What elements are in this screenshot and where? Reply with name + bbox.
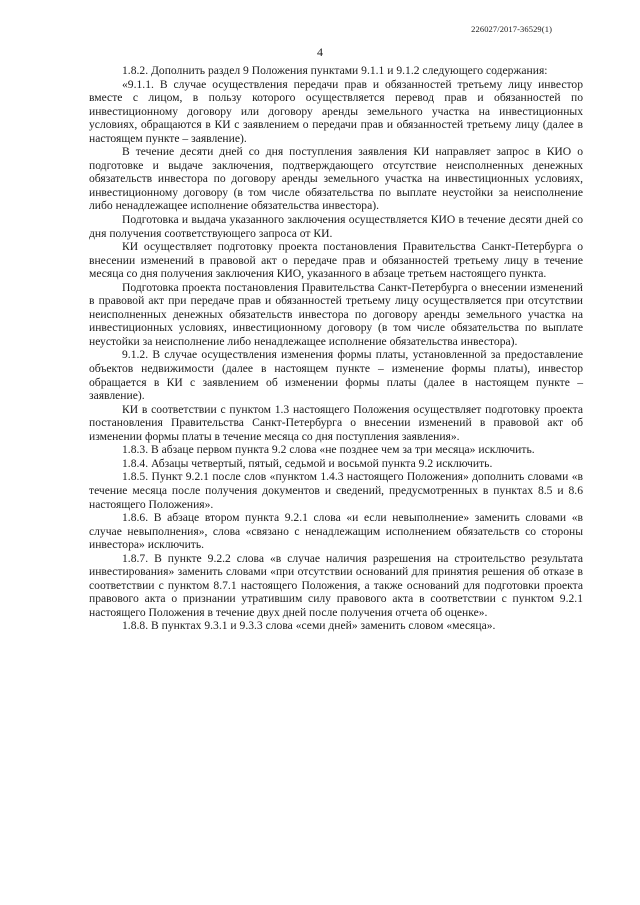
paragraph-1-8-5: 1.8.5. Пункт 9.2.1 после слов «пунктом 1.4.3 настоящего Положения» дополнить словами «в течение месяца после получения документов и сведений, предусмотренных в пунктах 8.5 и 8.6 настоящего Положения». xyxy=(89,470,583,511)
paragraph-ki-payment-form: КИ в соответствии с пунктом 1.3 настоящего Положения осуществляет подготовку проекта постановления Правительства Санкт-Петербурга о внесении изменений в правовой акт об изменении формы платы в течение месяца со дня поступления заявления». xyxy=(89,402,583,443)
document-registration-number: 226027/2017-36529(1) xyxy=(471,24,552,34)
document-body xyxy=(89,64,583,633)
paragraph-conclusion-term: Подготовка и выдача указанного заключения осуществляется КИО в течение десяти дней со дня получения соответствующего запроса от КИ. xyxy=(89,213,583,240)
paragraph-kio-request: В течение десяти дней со дня поступления заявления КИ направляет запрос в КИО о подготовке и выдаче заключения, подтверждающего отсутствие неисполненных денежных обязательств инвестора по договору аренды земельного участка на инвестиционных условиях, инвестиционному договору (в том числе обязательства по выплате неустойки за неисполнение либо ненадлежащее исполнение обязательства инвестора). xyxy=(89,145,583,213)
paragraph-1-8-2: 1.8.2. Дополнить раздел 9 Положения пунктами 9.1.1 и 9.1.2 следующего содержания: xyxy=(122,64,548,77)
paragraph-1-8-8: 1.8.8. В пунктах 9.3.1 и 9.3.3 слова «семи дней» заменить словом «месяца». xyxy=(122,619,496,633)
paragraph-1-8-3: 1.8.3. В абзаце первом пункта 9.2 слова «не позднее чем за три месяца» исключить. xyxy=(122,443,535,457)
paragraph-1-8-4: 1.8.4. Абзацы четвертый, пятый, седьмой и восьмой пункта 9.2 исключить. xyxy=(122,456,493,470)
paragraph-draft-conditions: Подготовка проекта постановления Правительства Санкт-Петербурга о внесении изменений в правовой акт при передаче прав и обязанностей третьему лицу осуществляется при отсутствии неисполненных денежных обязательств инвестора по договору аренды земельного участка на инвестиционных условиях, инвестиционному договору (в том числе обязательства по выплате неустойки за неисполнение либо ненадлежащее исполнение обязательства инвестора). xyxy=(89,280,583,348)
page-number: 4 xyxy=(317,45,323,59)
paragraph-1-8-7: 1.8.7. В пункте 9.2.2 слова «в случае наличия разрешения на строительство результата инвестирования» заменить словами «при отсутствии оснований для принятия решения об отказе в соответствии с пунктом 8.7.1 настоящего Положения, а также оснований для подготовки проекта правового акта о признании утратившим силу правового акта в соответствии с пунктом 9.2.1 настоящего Положения в течение двух дней после получения отчета об оценке». xyxy=(89,551,583,619)
paragraph-9-1-1: «9.1.1. В случае осуществления передачи прав и обязанностей третьему лицу инвестор вместе с лицом, в пользу которого осуществляется перевод прав и обязанностей по инвестиционному договору или договору аренды земельного участка на инвестиционных условиях, обращаются в КИ с заявлением о передачи прав и обязанностей третьему лицу (далее в настоящем пункте – заявление). xyxy=(89,77,583,145)
paragraph-1-8-6: 1.8.6. В абзаце втором пункта 9.2.1 слова «и если невыполнение» заменить словами «в случае невыполнения», слова «связано с ненадлежащим исполнением обязательств со стороны инвестора» исключить. xyxy=(89,511,583,552)
paragraph-9-1-2: 9.1.2. В случае осуществления изменения формы платы, установленной за предоставление объектов недвижимости (далее в настоящем пункте – изменение формы платы), инвестор обращается в КИ с заявлением об изменении формы платы (далее в настоящем пункте – заявление). xyxy=(89,348,583,403)
paragraph-ki-draft: КИ осуществляет подготовку проекта постановления Правительства Санкт-Петербурга о внесении изменений в правовой акт о передаче прав и обязанностей третьему лицу в течение месяца со дня получения заключения КИО, указанного в абзаце третьем настоящего пункта. xyxy=(89,240,583,281)
